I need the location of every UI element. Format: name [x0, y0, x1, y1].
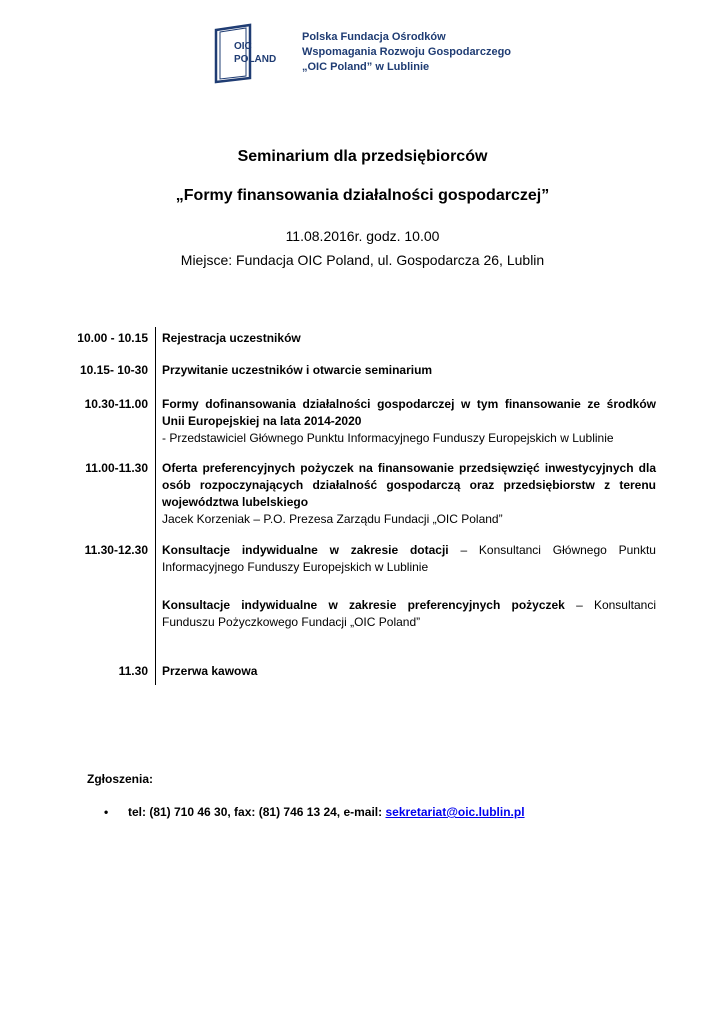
seminar-title: Seminarium dla przedsiębiorców: [237, 148, 488, 165]
agenda-item-speaker: – Konsultanci Głównego Punktu Informacyjnego Funduszy Europejskich w Lublinie: [162, 543, 656, 574]
agenda-desc: [162, 330, 656, 347]
agenda-item-title: Konsultacje indywidualne w zakresie dotacji: [162, 543, 449, 557]
agenda-time: 10.30-11.00: [84, 397, 148, 411]
agenda-item-speaker: - Przedstawiciel Głównego Punktu Informacyjnego Funduszy Europejskich w Lublinie: [162, 431, 614, 445]
org-line-2: Wspomagania Rozwoju Gospodarczego: [302, 46, 512, 58]
agenda-item-title-2: Konsultacje indywidualne w zakresie preferencyjnych pożyczek: [162, 598, 565, 612]
logo-text-poland: POLAND: [234, 54, 277, 65]
agenda-item-title: Przerwa kawowa: [162, 664, 258, 678]
agenda-item-speaker-2: – Konsultanci Funduszu Pożyczkowego Fundacji „OIC Poland”: [162, 598, 656, 629]
agenda-item-speaker: Jacek Korzeniak – P.O. Prezesa Zarządu Fundacji „OIC Poland”: [162, 512, 503, 526]
org-line-1: Polska Fundacja Ośrodków: [302, 31, 446, 43]
agenda-desc: [162, 460, 656, 528]
agenda-desc: [162, 396, 656, 447]
agenda-desc: [162, 542, 656, 576]
agenda-item-title: Oferta preferencyjnych pożyczek na finansowanie przedsięwzięć inwestycyjnych dla osób rozpoczynających działalność gospodarczą oraz przedsiębiorstw z terenu województwa lubelskiego: [162, 461, 656, 509]
logo-text-oic: OIC: [234, 41, 252, 52]
agenda-divider: [155, 327, 156, 685]
agenda-time: 10.15- 10-30: [79, 363, 148, 377]
agenda-time: 11.30: [118, 664, 148, 678]
bullet-icon: •: [104, 805, 109, 819]
email-link[interactable]: sekretariat@oic.lublin.pl: [385, 805, 525, 819]
agenda-item-title: Rejestracja uczestników: [162, 331, 301, 345]
agenda-time: 11.00-11.30: [85, 461, 148, 475]
agenda-desc: [162, 663, 656, 680]
contact-line: [104, 805, 525, 819]
seminar-place: Miejsce: Fundacja OIC Poland, ul. Gospodarcza 26, Lublin: [180, 252, 545, 268]
agenda-item-title: Formy dofinansowania działalności gospodarczej w tym finansowanie ze środków Unii Europejskiej na lata 2014-2020: [162, 397, 656, 428]
agenda-desc-2: [162, 597, 656, 631]
seminar-subtitle: „Formy finansowania działalności gospodarczej”: [175, 187, 550, 204]
agenda-time: 11.30-12.30: [84, 543, 148, 557]
agenda-item-title: Przywitanie uczestników i otwarcie seminarium: [162, 363, 433, 377]
agenda-desc: [162, 362, 656, 379]
oic-poland-logo: [206, 22, 292, 86]
org-line-3: „OIC Poland” w Lublinie: [302, 61, 430, 73]
contact-text: tel: (81) 710 46 30, fax: (81) 746 13 24, e-mail:: [128, 805, 386, 819]
seminar-date: 11.08.2016r. godz. 10.00: [285, 228, 440, 244]
registration-heading: Zgłoszenia:: [87, 772, 154, 786]
agenda-time: 10.00 - 10.15: [77, 331, 148, 345]
organization-name: [302, 30, 511, 75]
